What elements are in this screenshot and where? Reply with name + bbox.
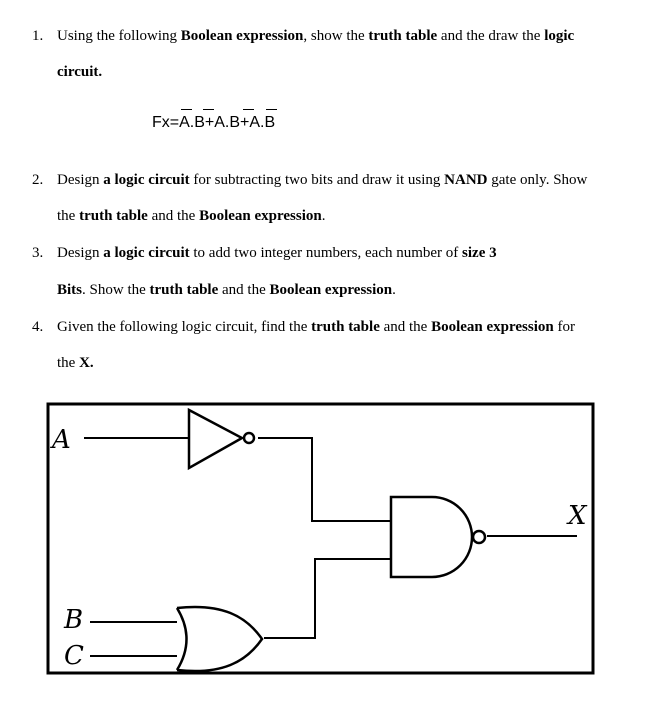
overbar xyxy=(203,109,214,110)
question-number: 3. xyxy=(32,245,44,261)
expression-text: Fx=A.B+A.B+A.B xyxy=(152,114,276,131)
question-1-line-1: Using the following Boolean expression, show the truth table and the draw the logic xyxy=(57,28,575,44)
question-3-line-2: Bits. Show the truth table and the Boolean expression. xyxy=(57,282,396,298)
question-number: 2. xyxy=(32,172,44,188)
input-c-label: C xyxy=(64,641,84,671)
question-1-line-2: circuit. xyxy=(57,64,103,80)
wire-or-to-nand xyxy=(264,559,391,638)
wires xyxy=(84,438,577,656)
or-gate xyxy=(177,607,262,671)
nand-gate-bubble xyxy=(473,531,485,543)
question-4-line-1: Given the following logic circuit, find the truth table and the Boolean expression for xyxy=(57,319,575,335)
logic-circuit-diagram xyxy=(46,402,596,677)
overbar xyxy=(266,109,277,110)
overbar xyxy=(243,109,254,110)
wire-not-to-nand xyxy=(258,438,391,521)
output-x-label: X xyxy=(568,501,587,531)
not-gate-bubble xyxy=(244,433,254,443)
not-gate xyxy=(189,410,254,468)
overbar xyxy=(181,109,192,110)
nand-gate xyxy=(391,497,485,577)
input-a-label: A xyxy=(52,425,71,455)
nand-gate-body xyxy=(391,497,472,577)
question-number: 4. xyxy=(32,319,44,335)
question-2-line-2: the truth table and the Boolean expression. xyxy=(57,208,326,224)
question-4-line-2: the X. xyxy=(57,355,94,371)
input-b-label: B xyxy=(64,605,84,635)
question-2-line-1: Design a logic circuit for subtracting two bits and draw it using NAND gate only. Show xyxy=(57,172,588,188)
circuit-border xyxy=(48,404,593,673)
question-3-line-1: Design a logic circuit to add two integer numbers, each number of size 3 xyxy=(57,245,497,261)
question-number: 1. xyxy=(32,28,44,44)
or-gate-body xyxy=(177,607,262,671)
not-gate-body xyxy=(189,410,242,468)
